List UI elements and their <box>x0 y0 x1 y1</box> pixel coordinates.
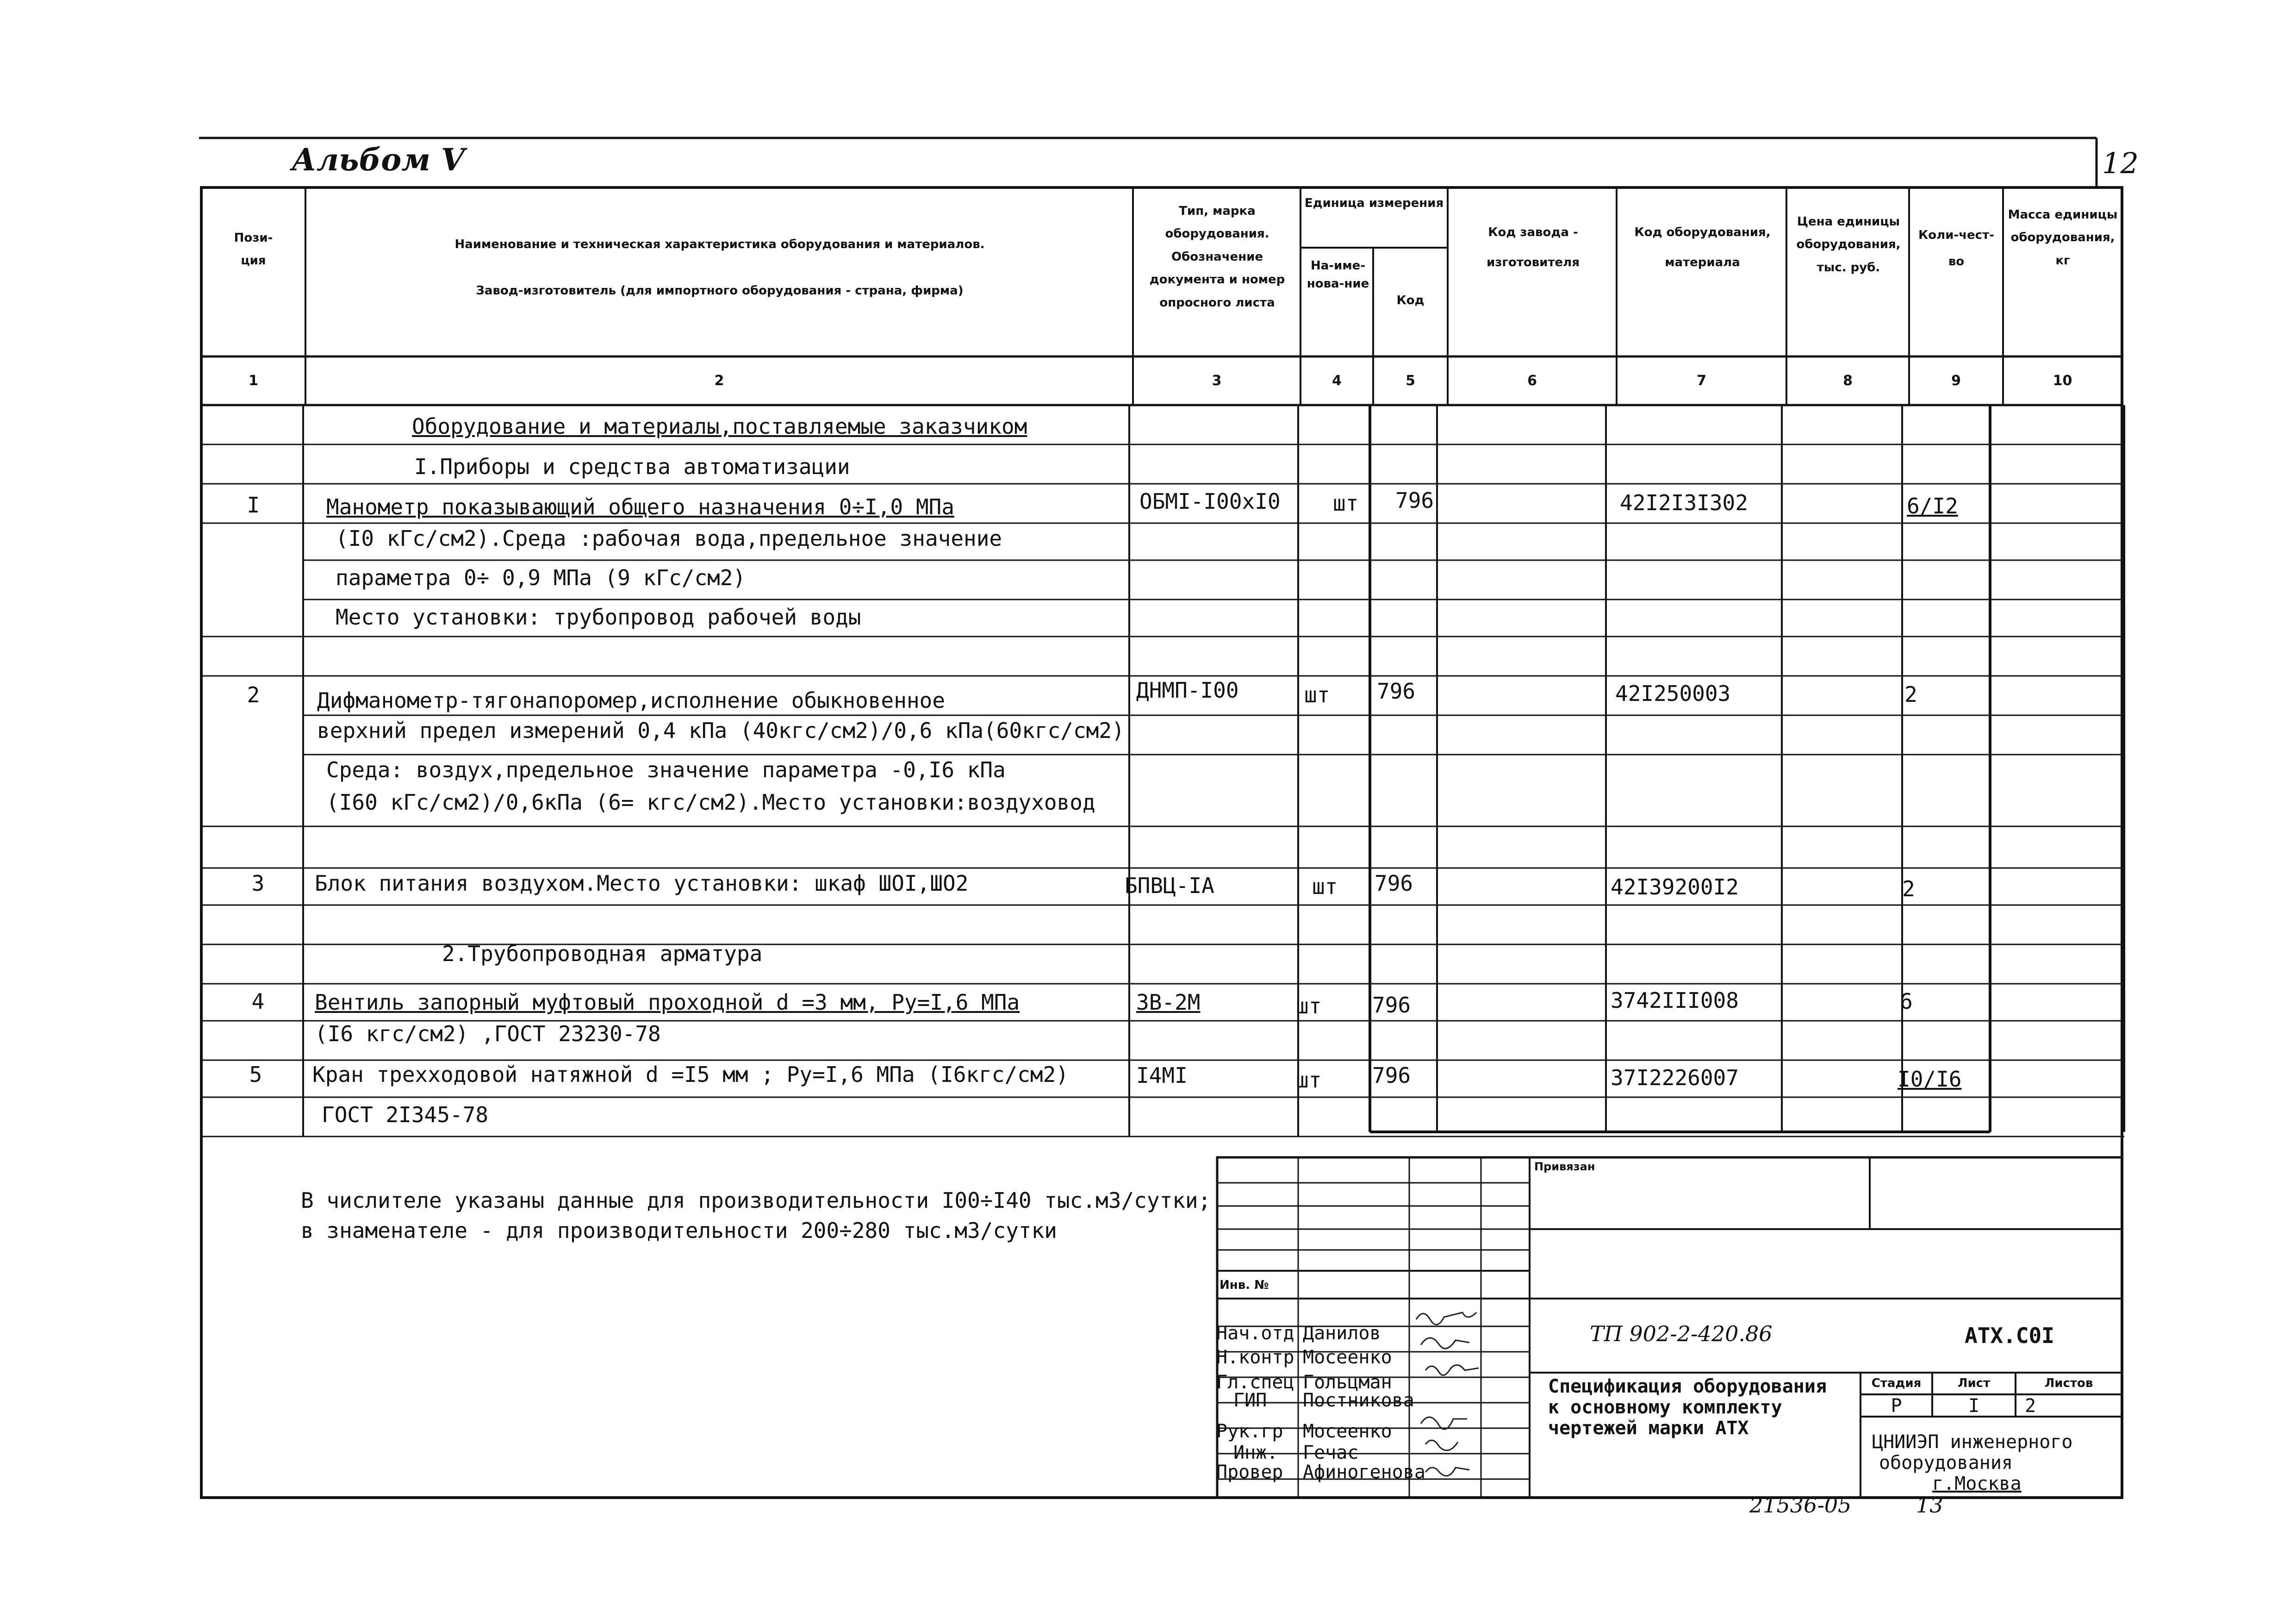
column-number: 1 <box>249 373 258 389</box>
row-1-text-line: (I0 кГс/см2).Среда :рабочая вода,предельное значение <box>336 526 1002 551</box>
column-number: 3 <box>1212 373 1222 389</box>
stage-value: Р <box>1891 1395 1902 1417</box>
row-3-code: 42I39200I2 <box>1611 874 1739 899</box>
row-1-unit-code: 796 <box>1395 488 1434 513</box>
person-name: Гечас <box>1303 1442 1359 1463</box>
sheet-label: Лист <box>1957 1376 1991 1390</box>
document-mark: АТХ.С0I <box>1965 1323 2054 1348</box>
row-5-quantity: I0/I6 <box>1898 1067 1962 1092</box>
section-title: Оборудование и материалы,поставляемые заказчиком <box>412 414 1027 439</box>
group1-title: I.Приборы и средства автоматизации <box>414 454 850 479</box>
bottom-page-number: 13 <box>1916 1493 1943 1518</box>
sheet-corner-number: 12 <box>2102 146 2139 180</box>
person-name: Гольцман <box>1303 1372 1392 1393</box>
note-line-2: в знаменателе - для производительности 200÷280 тыс.м3/сутки <box>301 1218 1057 1243</box>
column-number: 6 <box>1527 373 1537 389</box>
row-3-type: БПВЦ-IА <box>1125 873 1214 898</box>
role-label: Н.контр <box>1216 1347 1294 1368</box>
header-position: Пози- ция <box>234 231 273 268</box>
role-label: Нач.отд <box>1216 1323 1294 1344</box>
row-2-unit-code: 796 <box>1377 679 1416 704</box>
row-4-unit: шт <box>1296 993 1322 1018</box>
row-2-text-line: верхний предел измерений 0,4 кПа (40кгс/см2)/0,6 кПа(60кгс/см2) <box>317 718 1125 743</box>
row-2-text-line: Среда: воздух,предельное значение параметра -0,I6 кПа <box>326 757 1006 782</box>
header-mass: Масса единицы оборудования, кг <box>2008 208 2118 268</box>
album-label: Альбом V <box>292 142 465 178</box>
row-4-quantity: 6 <box>1900 989 1913 1014</box>
row-3-unit-code: 796 <box>1375 871 1413 896</box>
role-label: Провер <box>1216 1462 1283 1483</box>
header-unit-name: На-име-нова-ние <box>1307 259 1369 291</box>
header-quantity: Коли-чест-во <box>1918 228 1994 269</box>
row-2-text-line: Дифманометр-тягонапоромер,исполнение обыкновенное <box>317 688 946 713</box>
header-name-line2: Завод-изготовитель (для импортного оборудования - страна, фирма) <box>476 284 964 298</box>
row-4-position: 4 <box>251 989 265 1014</box>
header-factory-code: Код завода - изготовителя <box>1487 225 1580 269</box>
row-1-position: I <box>247 493 260 518</box>
document-code: ТП 902-2-420.86 <box>1590 1321 1773 1346</box>
group2-title: 2.Трубопроводная арматура <box>442 941 763 966</box>
row-1-code: 42I2I3I302 <box>1620 490 1748 515</box>
row-1-unit: шт <box>1333 491 1359 516</box>
role-label: Инж. <box>1233 1442 1278 1463</box>
inventory-number-label: Инв. № <box>1220 1278 1269 1292</box>
column-number: 4 <box>1332 373 1342 389</box>
document-title-line: чертежей марки АТХ <box>1548 1418 1749 1439</box>
row-1-text-line: параметра 0÷ 0,9 МПа (9 кГс/см2) <box>336 565 746 590</box>
archive-stamp: 21536-05 <box>1749 1493 1852 1518</box>
column-number: 2 <box>714 373 724 389</box>
column-number: 7 <box>1697 373 1706 389</box>
row-5-unit: шт <box>1296 1068 1322 1093</box>
row-5-text-line: Кран трехходовой натяжной d =I5 мм ; Ру=I,6 МПа (I6кгс/см2) <box>312 1062 1069 1087</box>
document-title-line: к основному комплекту <box>1548 1397 1782 1418</box>
row-1-text-line: Место установки: трубопровод рабочей воды <box>336 605 861 630</box>
organization-line: г.Москва <box>1932 1473 2022 1494</box>
header-equipment-code: Код оборудования, материала <box>1634 225 1771 269</box>
row-3-text-line: Блок питания воздухом.Место установки: шкаф ШОI,ШО2 <box>315 871 969 896</box>
role-label: Рук.гр <box>1216 1421 1283 1442</box>
role-label: Гл.спец <box>1216 1372 1294 1393</box>
row-5-text-line: ГОСТ 2I345-78 <box>322 1102 489 1127</box>
row-4-text-line: Вентиль запорный муфтовый проходной d =3 мм, Ру=I,6 МПа <box>315 990 1020 1015</box>
row-3-unit: шт <box>1312 874 1338 899</box>
column-number: 9 <box>1951 373 1961 389</box>
role-label: ГИП <box>1233 1390 1267 1411</box>
person-name: Мосеенко <box>1303 1347 1392 1368</box>
person-name: Постникова <box>1303 1390 1414 1411</box>
row-2-position: 2 <box>247 682 260 707</box>
row-5-code: 37I2226007 <box>1611 1065 1739 1090</box>
organization-line: ЦНИИЭП инженерного <box>1872 1431 2073 1453</box>
header-unit-code: Код <box>1396 294 1425 307</box>
row-4-type: ЗВ-2М <box>1136 990 1201 1015</box>
note-line-1: В числителе указаны данные для производительности I00÷I40 тыс.м3/сутки; <box>301 1188 1211 1213</box>
row-4-unit-code: 796 <box>1372 993 1411 1018</box>
row-4-text-line: (I6 кгс/см2) ,ГОСТ 23230-78 <box>315 1021 661 1046</box>
row-2-code: 42I250003 <box>1615 681 1731 706</box>
row-1-quantity: 6/I2 <box>1907 493 1958 518</box>
privyazan-label: Привязан <box>1534 1160 1595 1173</box>
sheets-value: 2 <box>2025 1395 2036 1417</box>
row-3-quantity: 2 <box>1902 876 1915 901</box>
row-1-type: ОБМI-I00хI0 <box>1139 489 1281 514</box>
row-2-type: ДНМП-I00 <box>1136 678 1239 703</box>
header-price: Цена единицы оборудования, тыс. руб. <box>1796 215 1901 275</box>
row-5-unit-code: 796 <box>1372 1063 1411 1088</box>
header-type: Тип, марка оборудования. Обозначение документа и номер опросного листа <box>1149 204 1285 310</box>
row-2-quantity: 2 <box>1904 682 1917 707</box>
column-number: 10 <box>2053 373 2072 389</box>
row-1-text-line: Манометр показывающий общего назначения 0÷I,0 МПа <box>326 494 955 519</box>
sheets-label: Листов <box>2044 1376 2093 1390</box>
person-name: Данилов <box>1303 1323 1381 1344</box>
sheet-value: I <box>1968 1395 1980 1417</box>
row-5-type: I4МI <box>1136 1063 1188 1088</box>
column-number: 5 <box>1406 373 1415 389</box>
header-name-line1: Наименование и техническая характеристика оборудования и материалов. <box>454 237 985 251</box>
document-title-line: Спецификация оборудования <box>1548 1376 1827 1397</box>
stage-label: Стадия <box>1871 1376 1922 1390</box>
header-unit: Единица измерения <box>1304 196 1444 210</box>
organization-line: оборудования <box>1879 1452 2013 1474</box>
person-name: Афиногенова <box>1303 1462 1425 1483</box>
column-number: 8 <box>1843 373 1853 389</box>
person-name: Мосеенко <box>1303 1421 1392 1442</box>
row-3-position: 3 <box>251 871 265 896</box>
row-2-unit: шт <box>1304 682 1330 707</box>
row-5-position: 5 <box>249 1062 262 1087</box>
row-2-text-line: (I60 кГс/см2)/0,6кПа (6= кгс/см2).Место установки:воздуховод <box>326 790 1095 815</box>
row-4-code: 3742III008 <box>1611 988 1739 1013</box>
